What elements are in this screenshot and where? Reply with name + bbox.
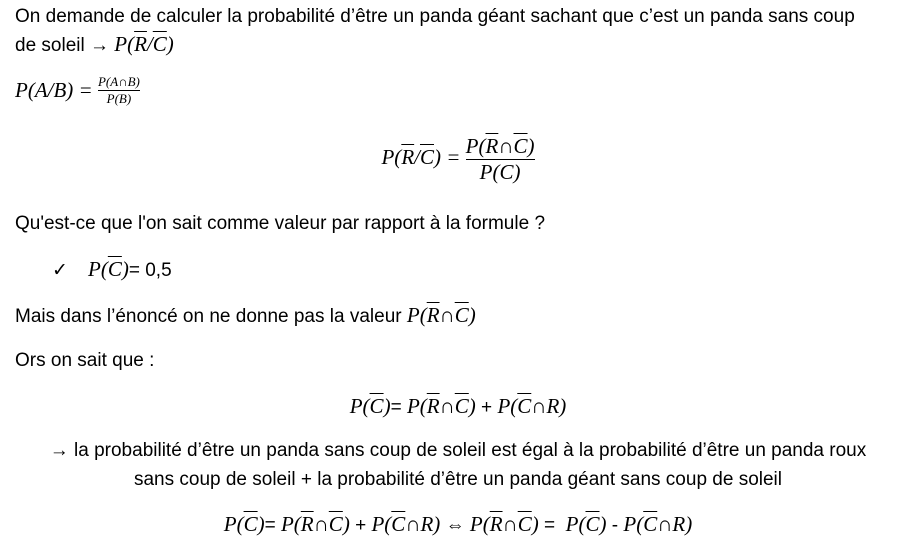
check-icon: ✓ — [52, 260, 68, 281]
decomposition-formula: $P(\overline{C})=$ $P(\overline{R}\cap\overline{C})$ + $P(\overline{C}\cap R)$ — [349, 394, 567, 418]
intro-line-2 — [15, 32, 174, 57]
applied-formula: $P(\overline{R}/\overline{C})$ = $\frac{P(\overline{R}\cap\overline{C})}{P(\overline{C})}$ — [381, 134, 535, 184]
ors-line: Ors on sait que : — [15, 350, 155, 371]
target-probability-formula: $P(\overline{R}/\overline{C})$ — [114, 32, 174, 56]
missing-line — [15, 303, 476, 328]
known-probability: $P(\overline{C})$ — [88, 257, 129, 281]
conditional-formula: P(A/B) = $\frac{P(A\cap B)}{P(B)}$ — [15, 74, 140, 106]
missing-text: Mais dans l’énoncé on ne donne pas la valeur — [15, 306, 407, 327]
explanation-line-2: sans coup de soleil + la probabilité d’être un panda géant sans coup de soleil — [133, 469, 783, 490]
applied-fraction: $\frac{P(\overline{R}\cap\overline{C})}{P(\overline{C})}$ — [465, 134, 535, 184]
question-line: Qu'est-ce que l'on sait comme valeur par rapport à la formule ? — [15, 213, 546, 234]
missing-probability: $P(\overline{R}\cap\overline{C})$ — [406, 303, 476, 327]
intro-line-2-text: de soleil → — [15, 35, 115, 56]
known-value-item — [52, 257, 172, 282]
intro-line-1: On demande de calculer la probabilité d’être un panda géant sachant que c’est un panda sans coup — [15, 6, 855, 27]
conditional-fraction: $\frac{P(A\cap B)}{P(B)}$ — [97, 74, 140, 106]
final-formula: $P(\overline{C})=$ $P(\overline{R}\cap\overline{C})$ + $P(\overline{C}\cap R)$ ⇔ $P(\overline{R}\cap\overline{C}) = P(\overline{C})$ - $P(\overline{C}\cap R)$ — [223, 512, 693, 536]
known-value-text: = 0,5 — [128, 260, 172, 281]
explanation-line-1: → la probabilité d’être un panda sans coup de soleil est égal à la probabilité d’être un panda roux — [49, 440, 867, 461]
formula-intro-line — [15, 76, 140, 109]
